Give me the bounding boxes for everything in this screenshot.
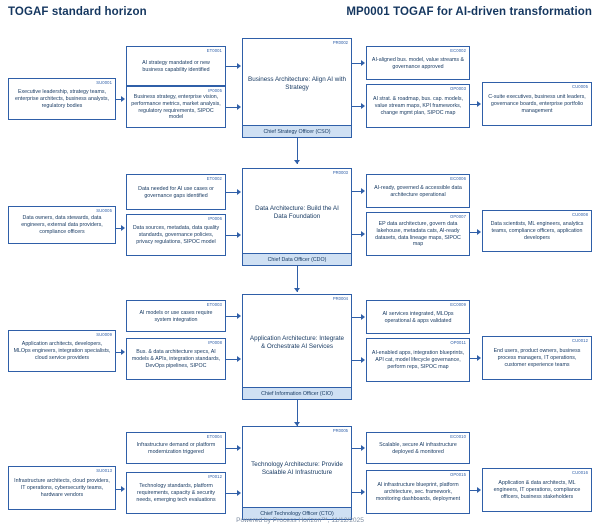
output-box[interactable]: [366, 84, 470, 128]
connector-arrow: [361, 60, 365, 66]
process-box[interactable]: [242, 426, 352, 520]
event-box[interactable]: [366, 432, 470, 464]
connector-arrow: [121, 225, 125, 231]
supplier-box[interactable]: [8, 78, 116, 120]
connector-arrow: [237, 232, 241, 238]
page-title-left: TOGAF standard horizon: [8, 6, 147, 18]
element-text: Business strategy, enterprise vision, performance metrics, market analysis, regulatory requirements, SIPOC model: [131, 93, 221, 121]
connector-arrow: [121, 486, 125, 492]
connector-arrow: [237, 63, 241, 69]
connector-arrow: [477, 487, 481, 493]
connector-arrow: [361, 357, 365, 363]
connector-arrow: [361, 103, 365, 109]
element-text: C-suite executives, business unit leaders, governance boards, enterprise portfolio management: [488, 94, 586, 114]
connector-arrow: [477, 355, 481, 361]
process-title: Technology Architecture: Provide Scalable AI Infrastructure: [251, 460, 343, 476]
element-tag: EC0010: [450, 434, 466, 439]
process-role: Chief Information Officer (CIO): [243, 387, 351, 399]
connector-arrow: [477, 101, 481, 107]
customer-box[interactable]: [482, 210, 592, 252]
connector-arrow: [477, 229, 481, 235]
element-tag: OP0003: [450, 86, 466, 91]
element-tag: IP0008: [208, 340, 222, 345]
element-text: EP data architecture, govern data lakehouse, metadata cats, AI-ready datasets, data lineage maps, SIPOC map: [375, 220, 461, 248]
element-tag: SU0005: [96, 208, 112, 213]
element-text: End users, product owners, business process managers, IT operations, customer experience teams: [493, 348, 581, 368]
element-tag: ET0003: [206, 302, 222, 307]
trigger-event-box[interactable]: [126, 432, 226, 464]
element-text: AI infrastructure blueprint, platform architecture, sec. framework, monitoring dashboards, deployment: [375, 482, 461, 502]
output-box[interactable]: [366, 338, 470, 382]
connector-arrow: [294, 288, 300, 292]
process-role: Chief Technology Officer (CTO): [243, 507, 351, 519]
element-tag: PR0004: [332, 296, 348, 301]
element-text: AI strategy mandated or new business capability identified: [142, 59, 210, 73]
element-text: AI models or use cases require system integration: [139, 309, 213, 323]
connector-arrow: [361, 489, 365, 495]
element-text: Executive leadership, strategy teams, enterprise architects, business analysts, regulatory bodies: [15, 89, 109, 109]
element-tag: IP0012: [208, 474, 222, 479]
element-text: Application & data architects, ML engineers, IT operations, compliance officers, business stakeholders: [493, 480, 581, 500]
connector-arrow: [237, 313, 241, 319]
customer-box[interactable]: [482, 82, 592, 126]
output-box[interactable]: [366, 470, 470, 514]
element-tag: IP0005: [208, 88, 222, 93]
output-box[interactable]: [366, 212, 470, 256]
connector-arrow: [361, 445, 365, 451]
element-tag: SU0001: [96, 80, 112, 85]
element-text: Scalable, secure AI infrastructure deployed & monitored: [379, 441, 457, 455]
element-text: Technology standards, platform requirements, capacity & security needs, emerging tech evaluations: [136, 483, 216, 503]
customer-box[interactable]: [482, 336, 592, 380]
footer-watermark: Powered by Process Horizon™, 11/12/2025: [236, 517, 364, 524]
process-title: Business Architecture: Align AI with Strategy: [248, 75, 347, 91]
element-tag: IP0006: [208, 216, 222, 221]
element-text: Bus. & data architecture specs, AI models & APIs, integration standards, DevOps pipelines, SIPOC: [131, 349, 221, 369]
element-text: AI services integrated, MLOps operational & apps validated: [382, 310, 454, 324]
trigger-event-box[interactable]: [126, 174, 226, 210]
element-text: AI-aligned bus. model, value streams & governance approved: [371, 56, 465, 70]
element-text: Application architects, developers, MLOps engineers, integration specialists, cloud service providers: [13, 341, 111, 361]
input-box[interactable]: [126, 86, 226, 128]
element-tag: CU0008: [572, 212, 588, 217]
connector-arrow: [237, 104, 241, 110]
page-title-right: MP0001 TOGAF for AI-driven transformation: [346, 6, 592, 18]
connector-arrow: [121, 96, 125, 102]
element-tag: EC0002: [450, 48, 466, 53]
connector-arrow: [237, 356, 241, 362]
element-text: Data scientists, ML engineers, analytics teams, compliance officers, application developers: [490, 221, 584, 241]
element-tag: CU0012: [572, 338, 588, 343]
supplier-box[interactable]: [8, 330, 116, 372]
supplier-box[interactable]: [8, 206, 116, 244]
element-tag: CU0016: [572, 470, 588, 475]
connector-arrow: [121, 349, 125, 355]
element-tag: PR0002: [332, 40, 348, 45]
event-box[interactable]: [366, 46, 470, 80]
event-box[interactable]: [366, 174, 470, 208]
process-role: Chief Data Officer (CDO): [243, 253, 351, 265]
element-text: Data needed for AI use cases or governance gaps identified: [138, 185, 214, 199]
element-tag: ET0001: [206, 48, 222, 53]
connector-arrow: [237, 490, 241, 496]
input-box[interactable]: [126, 338, 226, 380]
customer-box[interactable]: [482, 468, 592, 512]
element-text: AI-enabled apps, integration blueprints, API cat, model lifecycle governance, perform reps, SIPOC map: [371, 350, 465, 370]
element-text: Data owners, data stewards, data engineers, external data providers, compliance officers: [21, 215, 103, 235]
input-box[interactable]: [126, 214, 226, 256]
connector-arrow: [361, 231, 365, 237]
connector-arrow: [237, 445, 241, 451]
element-tag: OP0007: [450, 214, 466, 219]
process-box[interactable]: [242, 38, 352, 138]
element-tag: EC0006: [450, 176, 466, 181]
trigger-event-box[interactable]: [126, 300, 226, 332]
element-tag: OP0011: [450, 340, 466, 345]
element-text: Infrastructure demand or platform modernization triggered: [136, 441, 216, 455]
process-role: Chief Strategy Officer (CSO): [243, 125, 351, 137]
element-tag: SU0013: [96, 468, 112, 473]
element-text: AI-ready, governed & accessible data architecture operational: [374, 184, 462, 198]
process-title: Data Architecture: Build the AI Data Foundation: [255, 204, 339, 220]
element-tag: PR0003: [332, 170, 348, 175]
element-tag: PR0005: [332, 428, 348, 433]
connector-arrow: [361, 314, 365, 320]
process-title: Application Architecture: Integrate & Orchestrate AI Services: [249, 334, 345, 350]
element-tag: ET0002: [206, 176, 222, 181]
connector-arrow: [237, 189, 241, 195]
connector-arrow: [294, 160, 300, 164]
element-tag: OP0015: [450, 472, 466, 477]
element-tag: CU0005: [572, 84, 588, 89]
element-text: Data sources, metadata, data quality standards, governance policies, privacy regulations, SIPOC model: [132, 225, 220, 245]
supplier-box[interactable]: [8, 466, 116, 510]
element-text: AI strat. & roadmap, bus. cap. models, value stream maps, KPI frameworks, change mgmt plan, SIPOC map: [372, 96, 464, 116]
element-tag: ET0004: [206, 434, 222, 439]
element-tag: SU0009: [96, 332, 112, 337]
element-text: Infrastructure architects, cloud providers, IT operations, cybersecurity teams, hardware vendors: [14, 478, 110, 498]
input-box[interactable]: [126, 472, 226, 514]
process-box[interactable]: [242, 168, 352, 266]
element-tag: EC0009: [450, 302, 466, 307]
event-box[interactable]: [366, 300, 470, 334]
process-box[interactable]: [242, 294, 352, 400]
trigger-event-box[interactable]: [126, 46, 226, 86]
connector-arrow: [361, 188, 365, 194]
